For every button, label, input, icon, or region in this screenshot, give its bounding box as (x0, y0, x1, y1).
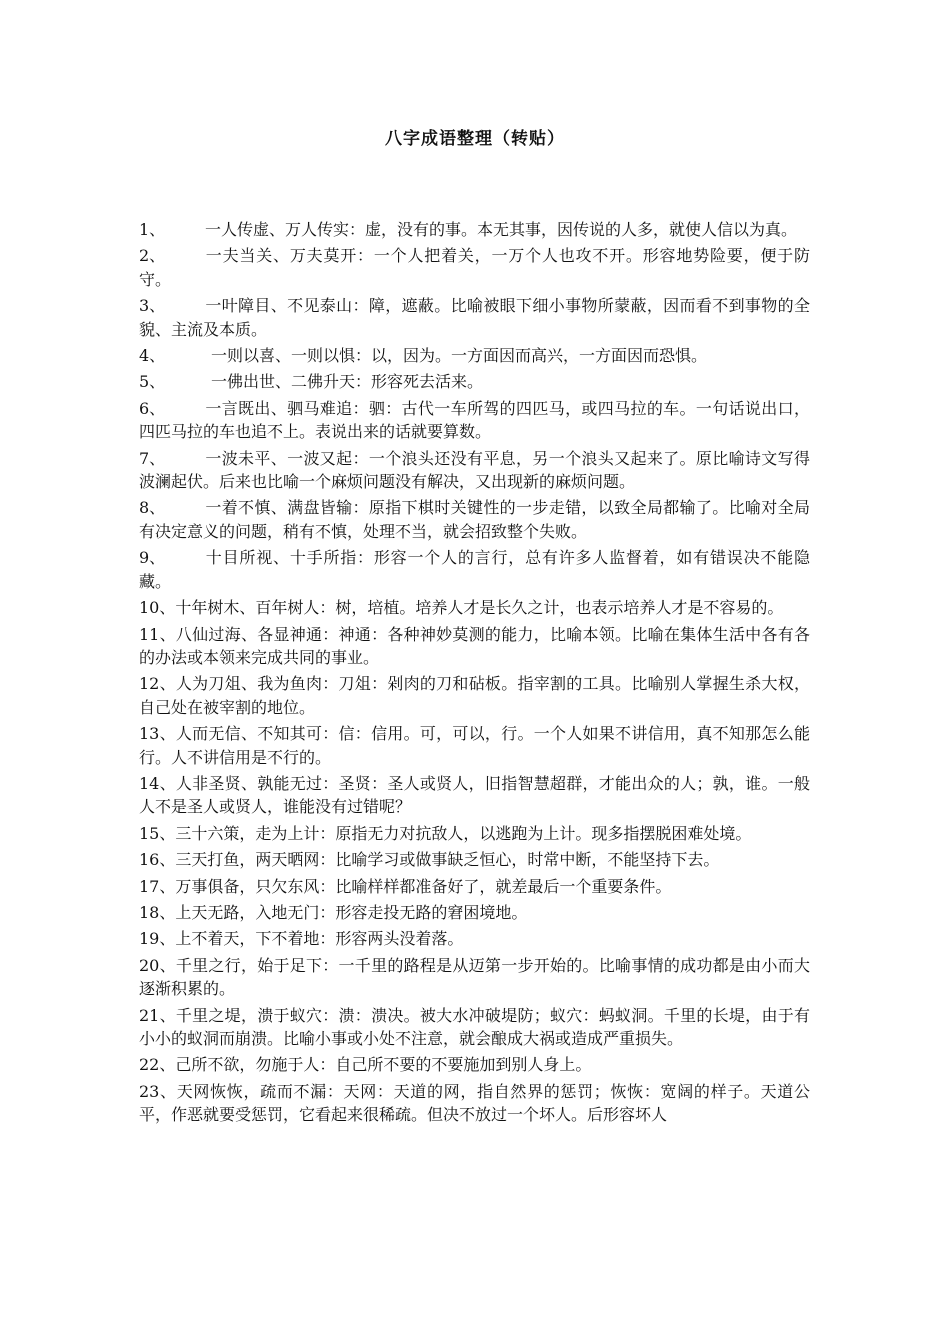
entry-number: 23、 (139, 1081, 177, 1101)
entry-number: 11、 (139, 624, 176, 644)
entry-number: 18、 (139, 902, 176, 922)
entry-text: 一则以喜、一则以惧：以，因为。一方面因而高兴，一方面因而恐惧。 (211, 346, 708, 366)
entry-text: 天网恢恢，疏而不漏：天网：天道的网，指自然界的惩罚；恢恢：宽阔的样子。天道公平，作恶就要受惩罚，它看起来很稀疏。但决不放过一个坏人。后形容坏人 (139, 1081, 810, 1125)
entry-number: 21、 (139, 1005, 176, 1025)
idiom-entry (139, 848, 810, 871)
entry-number: 8、 (139, 498, 166, 518)
entry-number: 12、 (139, 674, 176, 694)
idiom-entry (139, 244, 810, 291)
entry-text: 八仙过海、各显神通：神通：各种神妙莫测的能力，比喻本领。比喻在集体生活中各有各的办法或本领来完成共同的事业。 (139, 624, 810, 667)
idiom-entry (139, 1080, 810, 1127)
idiom-list (139, 218, 810, 1130)
idiom-entry (139, 822, 810, 845)
entry-text: 一叶障目、不见泰山：障，遮蔽。比喻被眼下细小事物所蒙蔽，因而看不到事物的全貌、主流及本质。 (139, 296, 810, 339)
idiom-entry (139, 370, 810, 393)
entry-text: 一人传虚、万人传实：虚，没有的事。本无其事，因传说的人多，就使人信以为真。 (205, 220, 798, 239)
idiom-entry (139, 722, 810, 769)
entry-text: 己所不欲，勿施于人：自己所不要的不要施加到别人身上。 (175, 1055, 592, 1075)
entry-number: 15、 (139, 823, 176, 843)
entry-text: 十年树木、百年树人：树，培植。培养人才是长久之计，也表示培养人才是不容易的。 (175, 598, 784, 618)
entry-text: 一言既出、驷马难追：驷：古代一车所驾的四匹马，或四马拉的车。一句话说出口，四匹马拉的车也追不上。表说出来的话就要算数。 (139, 398, 810, 442)
idiom-entry (139, 954, 810, 1001)
entry-number: 7、 (139, 448, 166, 468)
entry-text: 一着不慎、满盘皆输：原指下棋时关键性的一步走错，以致全局都输了。比喻对全局有决定意义的问题，稍有不慎，处理不当，就会招致整个失败。 (139, 498, 810, 541)
entry-number: 6、 (139, 398, 166, 418)
entry-text: 人而无信、不知其可：信：信用。可，可以，行。一个人如果不讲信用，真不知那怎么能行。人不讲信用是不行的。 (139, 724, 810, 767)
entry-text: 上不着天，下不着地：形容两头没着落。 (175, 929, 464, 949)
entry-number: 5、 (139, 372, 166, 392)
idiom-entry (139, 1004, 810, 1051)
idiom-entry (139, 294, 810, 341)
entry-text: 千里之堤，溃于蚁穴：溃：溃决。被大水冲破堤防；蚁穴：蚂蚁洞。千里的长堤，由于有小小的蚁洞而崩溃。比喻小事或小处不注意，就会酿成大祸或造成严重损失。 (139, 1005, 810, 1048)
idiom-entry (139, 344, 810, 367)
idiom-entry (139, 772, 810, 819)
entry-number: 1、 (139, 220, 166, 239)
idiom-entry (139, 596, 810, 619)
entry-number: 13、 (139, 724, 176, 744)
entry-number: 22、 (139, 1055, 176, 1075)
entry-number: 16、 (139, 850, 176, 870)
entry-number: 14、 (139, 773, 176, 793)
entry-number: 20、 (139, 955, 176, 975)
entry-text: 三天打鱼，两天晒网：比喻学习或做事缺乏恒心，时常中断，不能坚持下去。 (175, 850, 720, 870)
entry-text: 人非圣贤、孰能无过：圣贤：圣人或贤人，旧指智慧超群，才能出众的人；孰，谁。一般人不是圣人或贤人，谁能没有过错呢？ (139, 773, 810, 817)
entry-text: 十目所视、十手所指：形容一个人的言行，总有许多人监督着，如有错误决不能隐藏。 (139, 548, 810, 591)
entry-text: 人为刀俎、我为鱼肉：刀俎：剁肉的刀和砧板。指宰割的工具。比喻别人掌握生杀大权，自己处在被宰割的地位。 (139, 674, 810, 717)
idiom-entry (139, 623, 810, 670)
entry-number: 9、 (139, 548, 166, 568)
idiom-entry (139, 218, 810, 241)
entry-number: 2、 (139, 246, 166, 266)
idiom-entry (139, 397, 810, 444)
idiom-entry (139, 496, 810, 543)
idiom-entry (139, 901, 810, 924)
entry-number: 17、 (139, 876, 176, 896)
entry-number: 19、 (139, 929, 176, 949)
idiom-entry (139, 546, 810, 593)
entry-number: 10、 (139, 598, 176, 618)
entry-number: 3、 (139, 296, 166, 316)
entry-text: 上天无路，入地无门：形容走投无路的窘困境地。 (175, 902, 528, 922)
document-title: 八字成语整理（转贴） (385, 129, 565, 149)
idiom-entry (139, 672, 810, 719)
entry-text: 一佛出世、二佛升天：形容死去活来。 (211, 372, 484, 392)
entry-text: 千里之行，始于足下：一千里的路程是从迈第一步开始的。比喻事情的成功都是由小而大逐渐积累的。 (139, 955, 810, 999)
entry-number: 4、 (139, 346, 166, 366)
entry-text: 一波未平、一波又起：一个浪头还没有平息，另一个浪头又起来了。原比喻诗文写得波澜起伏。后来也比喻一个麻烦问题没有解决，又出现新的麻烦问题。 (139, 448, 810, 492)
entry-text: 一夫当关、万夫莫开：一个人把着关，一万个人也攻不开。形容地势险要，便于防守。 (139, 246, 810, 289)
idiom-entry (139, 927, 810, 950)
entry-text: 三十六策，走为上计：原指无力对抗敌人，以逃跑为上计。现多指摆脱困难处境。 (175, 823, 752, 843)
idiom-entry (139, 447, 810, 494)
idiom-entry (139, 1053, 810, 1076)
idiom-entry (139, 875, 810, 898)
entry-text: 万事俱备，只欠东风：比喻样样都准备好了，就差最后一个重要条件。 (175, 876, 672, 896)
